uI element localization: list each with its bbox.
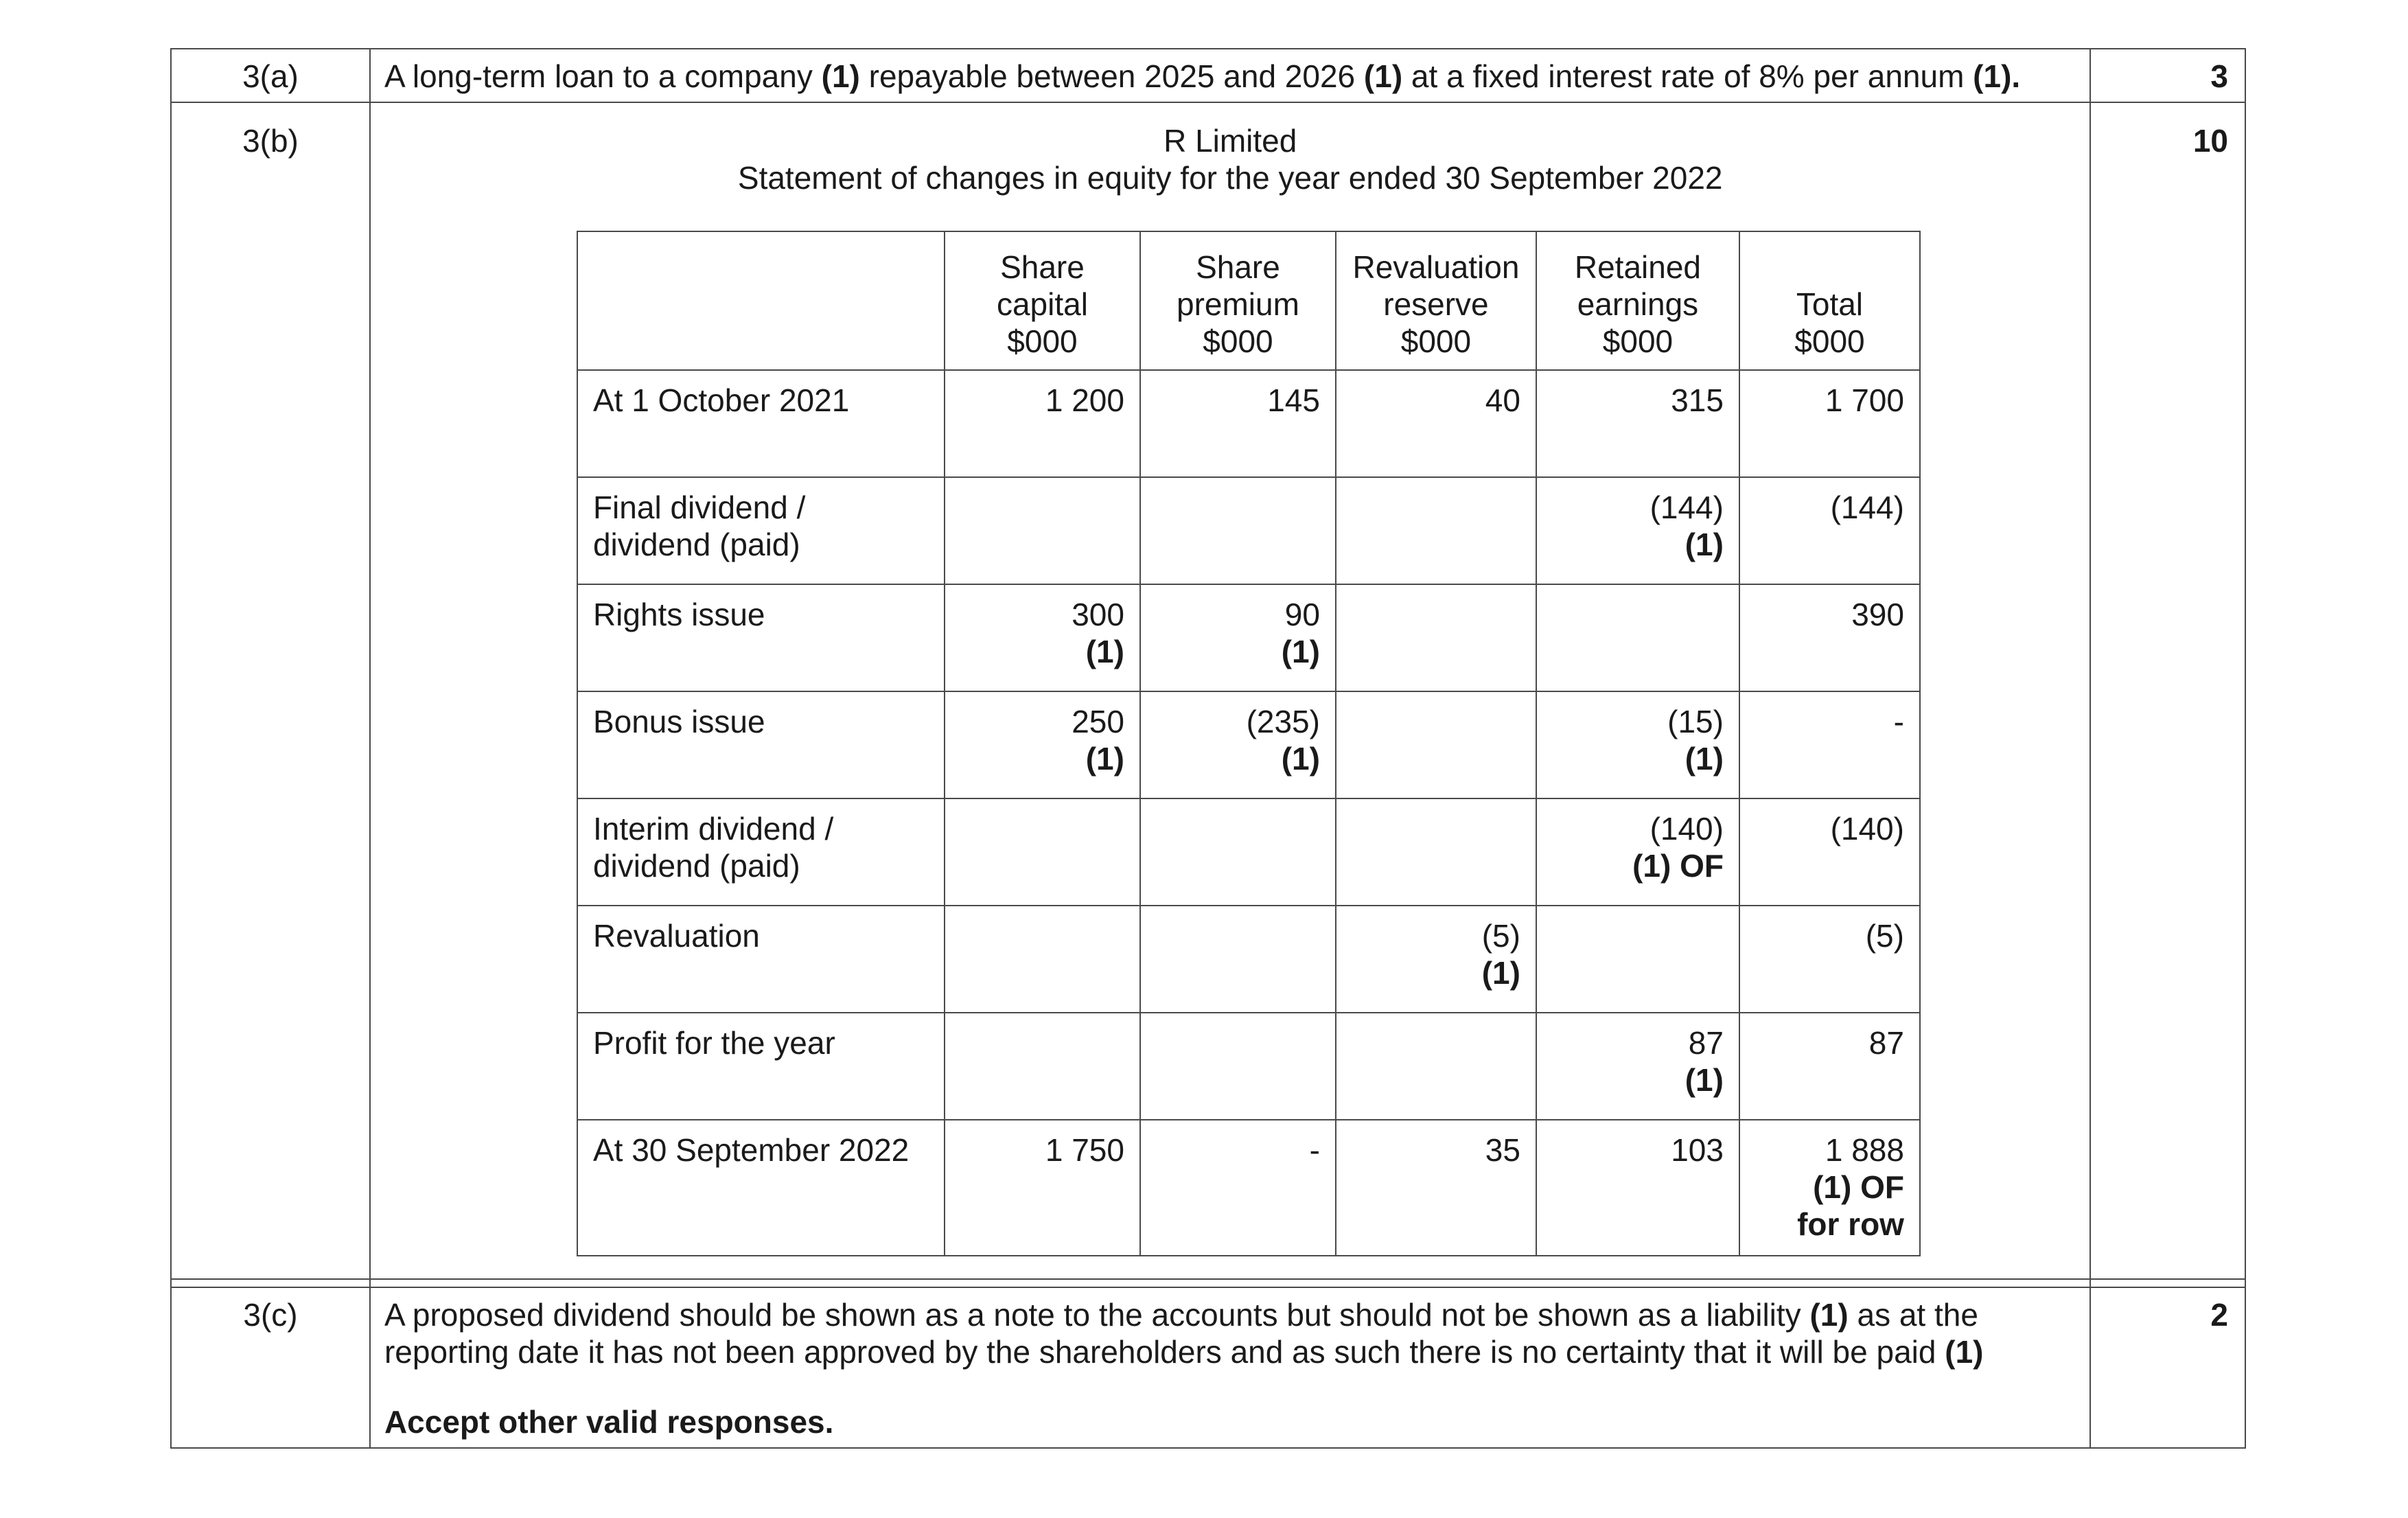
cell-total: (144)	[1739, 477, 1920, 584]
row-label: Rights issue	[577, 584, 945, 691]
row-3c	[171, 1287, 2245, 1448]
cell-share-premium	[1140, 798, 1336, 906]
cell-revaluation-reserve	[1336, 798, 1536, 906]
cell-total: (5)	[1739, 906, 1920, 1013]
cell-total: (140)	[1739, 798, 1920, 906]
statement-row	[577, 1013, 1920, 1120]
mark-scheme-table	[170, 48, 2246, 1449]
mark-note: (1)	[1281, 741, 1320, 777]
header-share-premium: Share premium $000	[1140, 231, 1336, 370]
column-headers	[577, 231, 1920, 370]
row-label: Profit for the year	[577, 1013, 945, 1120]
mark-note: (1)	[1481, 955, 1520, 991]
company-name: R Limited	[1164, 123, 1297, 159]
cell-retained-earnings: (144) (1)	[1536, 477, 1739, 584]
statement-row	[577, 477, 1920, 584]
cell-total: 390	[1739, 584, 1920, 691]
cell-share-capital: 250 (1)	[945, 691, 1140, 798]
mark-note: (1) OF	[1632, 848, 1724, 884]
row-3a	[171, 49, 2245, 102]
header-blank	[577, 231, 945, 370]
question-number: 3(b)	[171, 102, 370, 1279]
answer-statement	[370, 102, 2091, 1279]
cell-retained-earnings: 315	[1536, 370, 1739, 477]
cell-share-capital: 1 200	[945, 370, 1140, 477]
row-label: At 1 October 2021	[577, 370, 945, 477]
cell-revaluation-reserve	[1336, 477, 1536, 584]
marks: 3	[2090, 49, 2245, 102]
marks: 10	[2090, 102, 2245, 1279]
cell-revaluation-reserve: 40	[1336, 370, 1536, 477]
statement-row	[577, 906, 1920, 1013]
row-label: Interim dividend / dividend (paid)	[577, 798, 945, 906]
cell-total: -	[1739, 691, 1920, 798]
cell-retained-earnings	[1536, 584, 1739, 691]
statement-row	[577, 370, 1920, 477]
marks: 2	[2090, 1287, 2245, 1448]
mark-note: for row	[1797, 1206, 1904, 1242]
mark-note: (1)	[1085, 741, 1124, 777]
statement-row	[577, 691, 1920, 798]
cell-share-premium: (235) (1)	[1140, 691, 1336, 798]
question-number: 3(a)	[171, 49, 370, 102]
row-3b	[171, 102, 2245, 1279]
mark-note: (1)	[1085, 634, 1124, 669]
cell-share-premium	[1140, 906, 1336, 1013]
cell-retained-earnings: (140) (1) OF	[1536, 798, 1739, 906]
row-label: At 30 September 2022	[577, 1120, 945, 1256]
cell-revaluation-reserve: 35	[1336, 1120, 1536, 1256]
answer-text: A long-term loan to a company (1) repayable between 2025 and 2026 (1) at a fixed interest rate of 8% per annum (1).	[370, 49, 2091, 102]
mark-note: (1)	[1685, 1062, 1724, 1098]
cell-total: 87	[1739, 1013, 1920, 1120]
cell-share-premium: 145	[1140, 370, 1336, 477]
header-total: Total $000	[1739, 231, 1920, 370]
cell-revaluation-reserve: (5) (1)	[1336, 906, 1536, 1013]
cell-retained-earnings: 103	[1536, 1120, 1739, 1256]
closing-balance-row	[577, 1120, 1920, 1256]
cell-share-capital	[945, 798, 1140, 906]
statement-row	[577, 798, 1920, 906]
cell-retained-earnings	[1536, 906, 1739, 1013]
separator-row	[171, 1279, 2245, 1287]
cell-share-capital: 300 (1)	[945, 584, 1140, 691]
mark-note: (1)	[1685, 527, 1724, 562]
cell-total: 1 888 (1) OF for row	[1739, 1120, 1920, 1256]
cell-retained-earnings: 87 (1)	[1536, 1013, 1739, 1120]
mark-note: (1)	[1281, 634, 1320, 669]
header-retained-earnings: Retained earnings $000	[1536, 231, 1739, 370]
cell-share-premium: 90 (1)	[1140, 584, 1336, 691]
cell-revaluation-reserve	[1336, 584, 1536, 691]
cell-share-premium: -	[1140, 1120, 1336, 1256]
mark-note: (1)	[1685, 741, 1724, 777]
statement-of-changes-in-equity	[577, 231, 1921, 1256]
row-label: Revaluation	[577, 906, 945, 1013]
cell-share-capital: 1 750	[945, 1120, 1140, 1256]
cell-share-capital	[945, 906, 1140, 1013]
row-label: Bonus issue	[577, 691, 945, 798]
cell-retained-earnings: (15) (1)	[1536, 691, 1739, 798]
cell-share-premium	[1140, 1013, 1336, 1120]
answer-text: A proposed dividend should be shown as a note to the accounts but should not be shown as a liability (1) as at the reporting date it has not been approved by the shareholders and as such there is no certainty that it will be paid (1) Accept other valid responses.	[370, 1287, 2091, 1448]
row-label: Final dividend / dividend (paid)	[577, 477, 945, 584]
header-revaluation-reserve: Revaluation reserve $000	[1336, 231, 1536, 370]
cell-revaluation-reserve	[1336, 691, 1536, 798]
accept-note: Accept other valid responses.	[384, 1404, 834, 1440]
header-share-capital: Share capital $000	[945, 231, 1140, 370]
cell-share-capital	[945, 477, 1140, 584]
cell-share-capital	[945, 1013, 1140, 1120]
question-number: 3(c)	[171, 1287, 370, 1448]
cell-total: 1 700	[1739, 370, 1920, 477]
cell-share-premium	[1140, 477, 1336, 584]
statement-row	[577, 584, 1920, 691]
statement-title: Statement of changes in equity for the year ended 30 September 2022	[737, 160, 1723, 196]
mark-note: (1) OF	[1813, 1169, 1904, 1205]
cell-revaluation-reserve	[1336, 1013, 1536, 1120]
